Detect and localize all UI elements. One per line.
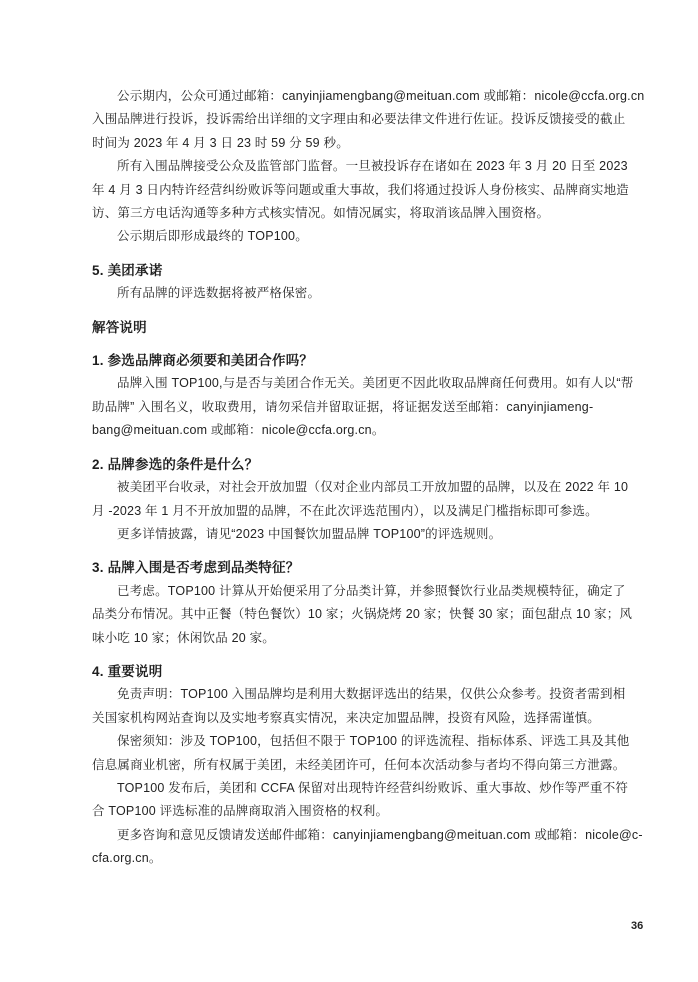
paragraph-line: 年 4 月 3 日内特许经营纠纷败诉等问题或重大事故，我们将通过投诉人身份核实、品牌商实地造 [92, 182, 629, 197]
paragraph-line: 公示期后即形成最终的 TOP100。 [117, 229, 308, 244]
paragraph-line: 公示期内，公众可通过邮箱：canyinjiamengbang@meituan.com 或邮箱：nicole@ccfa.org.cn [117, 89, 645, 103]
section-heading: 5. 美团承诺 [92, 262, 163, 278]
paragraph-line: TOP100 发布后，美团和 CCFA 保留对出现特许经营纠纷败诉、重大事故、炒作等严重不符 [117, 780, 629, 795]
paragraph-line: 合 TOP100 评选标准的品牌商取消入围资格的权利。 [92, 804, 389, 819]
paragraph-line: 关国家机构网站查询以及实地考察真实情况，来决定加盟品牌，投资有风险，选择需谨慎。 [92, 710, 601, 725]
paragraph-line: 访、第三方电话沟通等多种方式核实情况。如情况属实，将取消该品牌入围资格。 [92, 206, 550, 221]
section-heading: 解答说明 [92, 319, 147, 335]
section-heading: 3. 品牌入围是否考虑到品类特征？ [92, 560, 300, 576]
section-heading: 2. 品牌参选的条件是什么？ [92, 456, 259, 472]
paragraph-line: 所有入围品牌接受公众及监管部门监督。一旦被投诉存在诸如在 2023 年 3 月 20 日至 2023 [117, 159, 628, 174]
paragraph-line: 品类分布情况。其中正餐（特色餐饮）10 家；火锅烧烤 20 家；快餐 30 家；面包甜点 10 家；风 [92, 607, 633, 622]
section-heading: 1. 参选品牌商必须要和美团合作吗？ [92, 353, 314, 369]
paragraph-line: 所有品牌的评选数据将被严格保密。 [117, 286, 321, 301]
paragraph-line: 更多详情披露，请见“2023 中国餐饮加盟品牌 TOP100”的评选规则。 [117, 526, 502, 541]
paragraph-line: 入围品牌进行投诉，投诉需给出详细的文字理由和必要法律文件进行佐证。投诉反馈接受的截止 [92, 112, 626, 127]
page-number: 36 [631, 920, 644, 932]
paragraph-line: bang@meituan.com 或邮箱：nicole@ccfa.org.cn。 [92, 423, 385, 438]
paragraph-line: 助品牌” 入围名义，收取费用，请勿采信并留取证据，将证据发送至邮箱：canyinjiameng- [92, 399, 594, 414]
paragraph-line: 已考虑。TOP100 计算从开始便采用了分品类计算，并参照餐饮行业品类规模特征，确定了 [117, 583, 626, 598]
paragraph-line: 被美团平台收录，对社会开放加盟（仅对企业内部员工开放加盟的品牌，以及在 2022 年 10 [117, 480, 629, 495]
paragraph-line: 品牌入围 TOP100,与是否与美团合作无关。美团更不因此收取品牌商任何费用。如有人以“帮 [117, 376, 634, 391]
paragraph-line: 信息属商业机密，所有权属于美团，未经美团许可，任何本次活动参与者均不得向第三方泄露。 [92, 757, 626, 772]
paragraph-line: cfa.org.cn。 [92, 851, 162, 866]
paragraph-line: 时间为 2023 年 4 月 3 日 23 时 59 分 59 秒。 [92, 135, 349, 150]
paragraph-line: 免责声明：TOP100 入围品牌均是利用大数据评选出的结果，仅供公众参考。投资者需到相 [117, 687, 626, 702]
paragraph-line: 味小吃 10 家；休闲饮品 20 家。 [92, 630, 275, 645]
section-heading: 4. 重要说明 [92, 663, 163, 679]
paragraph-line: 保密须知：涉及 TOP100，包括但不限于 TOP100 的评选流程、指标体系、评选工具及其他 [117, 734, 630, 749]
document-content [92, 85, 645, 871]
paragraph-line: 更多咨询和意见反馈请发送邮件邮箱：canyinjiamengbang@meituan.com 或邮箱：nicole@c- [117, 827, 643, 842]
paragraph-line: 月 -2023 年 1 月不开放加盟的品牌，不在此次评选范围内），以及满足门槛指标即可参选。 [92, 503, 598, 518]
